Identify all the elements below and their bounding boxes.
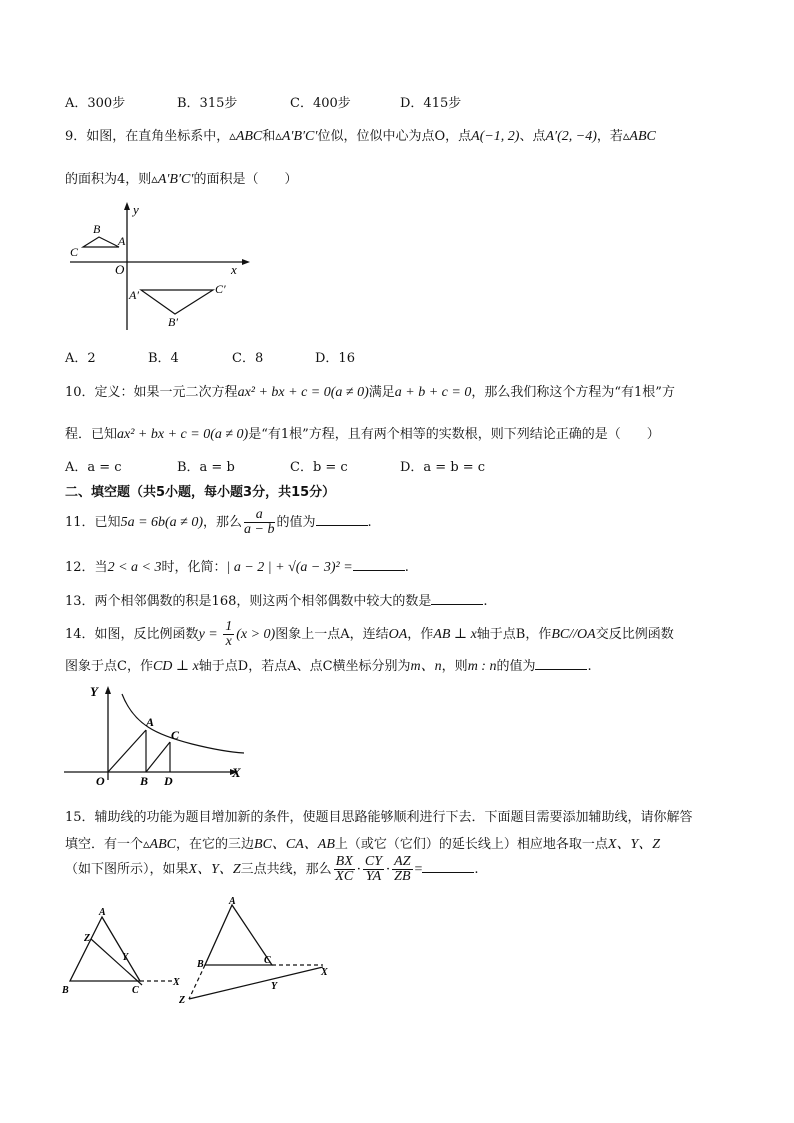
q10-text-b: 满足 [368, 385, 395, 400]
q14-func: y = [198, 627, 222, 642]
triangle-icon: ▵ [229, 129, 236, 144]
q10-line1 [65, 381, 675, 401]
label-x: X [321, 967, 328, 978]
q9-line2 [65, 168, 297, 188]
q15-sides: BC、CA、AB [254, 837, 335, 852]
q10-option-a: A．a = c [65, 460, 122, 475]
q10-text-d: 程．已知 [65, 427, 118, 442]
q13-text: 两个相邻偶数的积是168，则这两个相邻偶数中较大的数是 [94, 594, 432, 609]
q15-number: 15． [65, 810, 95, 825]
q10-option-d: D．a = b = c [400, 460, 486, 475]
label-a: A [99, 907, 106, 918]
q15-frac-2 [363, 855, 384, 884]
label-x: X [173, 977, 180, 988]
q12 [65, 556, 409, 576]
q10-line2 [65, 423, 660, 443]
label-b: B [140, 774, 149, 788]
q15-frac1-den: XC [335, 869, 354, 884]
segment-oa [108, 730, 146, 772]
q9-if: ，若 [596, 129, 623, 144]
q10-condition: a + b + c = 0 [394, 385, 472, 400]
q10-equation-2: ax² + bx + c = 0(a ≠ 0) [117, 427, 249, 442]
q9-and: 和 [262, 129, 276, 144]
label-b-prime: B′ [168, 315, 178, 329]
q12-text-b: 时，化简： [161, 560, 227, 575]
triangle-icon: ▵ [143, 837, 150, 852]
label-z: Z [179, 995, 186, 1006]
q14-text-f: 图象于点C，作 [65, 659, 153, 674]
q15-frac3-den: ZB [394, 869, 411, 884]
q8-option-b: B．315步 [177, 96, 238, 111]
label-o: O [96, 774, 105, 788]
q12-number: 12． [65, 560, 95, 575]
label-a-prime: A′ [129, 288, 139, 302]
q9-option-a: A．2 [65, 351, 96, 366]
q10-number: 10． [65, 385, 95, 400]
q14-figure [62, 680, 252, 790]
label-c: C [132, 985, 139, 996]
q14-oa: OA [388, 627, 408, 642]
q9-option-c: C．8 [232, 351, 264, 366]
q9-question: 的面积是（ ） [193, 172, 298, 187]
q9-option-b: B．4 [148, 351, 179, 366]
q15-abc: ABC [149, 837, 176, 852]
q12-answer-blank[interactable] [353, 560, 405, 571]
q15-text-2e: 上（或它（它们）的延长线上）相应地各取一点 [334, 837, 608, 852]
label-c: C [264, 955, 271, 966]
q14-fraction [223, 620, 234, 649]
label-b: B [93, 222, 101, 236]
triangle-icon: ▵ [151, 172, 158, 187]
q14-text-i: 的值为 [496, 659, 536, 674]
triangle-abc [83, 237, 119, 247]
q15-frac-1 [334, 855, 355, 884]
q9-point-a: A(−1, 2) [471, 129, 520, 144]
q14-text-c: ，作 [407, 627, 434, 642]
q15-figure-2 [175, 895, 335, 1010]
q14-text-b: 图象上一点A，连结 [275, 627, 389, 642]
q9-number: 9． [65, 129, 87, 144]
q10-equation: ax² + bx + c = 0(a ≠ 0) [237, 385, 369, 400]
q11 [65, 508, 372, 537]
q9-abc: ABC [235, 129, 263, 144]
q15-text-2a: 填空．有一个 [65, 837, 144, 852]
segment-bc [146, 742, 170, 772]
q13-number: 13． [65, 594, 95, 609]
q15-line2 [65, 833, 660, 853]
q15-answer-blank[interactable] [422, 862, 474, 873]
transversal [91, 939, 142, 985]
y-axis-arrow-icon [105, 686, 111, 694]
q14-answer-blank[interactable] [535, 659, 587, 670]
q15-end: . [474, 862, 479, 877]
q14-end: . [587, 659, 592, 674]
q11-text-b: ，那么 [203, 515, 243, 530]
q15-frac2-den: YA [365, 869, 382, 884]
q11-number: 11． [65, 515, 95, 530]
q9-sep: 、点 [519, 129, 546, 144]
q9-area-text: 的面积为4，则 [65, 172, 152, 187]
q9-abc-2: ABC [629, 129, 656, 144]
label-c-prime: C′ [215, 282, 226, 296]
label-b: B [62, 985, 69, 996]
label-a: A [118, 234, 126, 248]
y-label: y [133, 202, 139, 217]
x-label: X [232, 765, 241, 780]
q15-frac3-num: AZ [394, 854, 411, 869]
q9-figure [65, 200, 255, 335]
q13-end: . [483, 594, 488, 609]
q8-option-c: C．400步 [290, 96, 351, 111]
q14-frac-num: 1 [225, 619, 233, 634]
q14-line2 [65, 655, 592, 675]
q9-point-a-prime: A′(2, −4) [545, 129, 597, 144]
q11-frac-num: a [244, 508, 274, 523]
q14-number: 14． [65, 627, 95, 642]
q11-text-c: 的值为 [276, 515, 316, 530]
q12-end: . [404, 560, 409, 575]
q14-frac-den: x [225, 634, 232, 649]
origin-label: O [115, 262, 125, 277]
label-a: A [229, 896, 236, 907]
q14-line1 [65, 620, 674, 649]
q11-end: . [367, 515, 372, 530]
q15-text-3a: （如下图所示），如果 [65, 862, 189, 877]
triangle-icon: ▵ [622, 129, 630, 144]
q15-frac-3 [392, 855, 412, 884]
q14-perp-2: CD ⊥ x [152, 659, 199, 674]
q15-points-2: X、Y、Z [188, 862, 241, 877]
q13-answer-blank[interactable] [431, 594, 483, 605]
q14-parallel: BC//OA [551, 627, 596, 642]
q15-equals: = [414, 862, 423, 877]
q9-abc-prime-2: A′B′C′ [157, 172, 194, 187]
hyperbola-curve [122, 694, 244, 753]
label-c: C [70, 245, 79, 259]
q9-option-d: D．16 [315, 351, 355, 366]
q11-text-a: 已知 [94, 515, 121, 530]
y-label: Y [90, 684, 98, 699]
label-z: Z [84, 933, 91, 944]
q11-fraction [244, 508, 274, 537]
q13 [65, 590, 488, 609]
q12-expression: | a − 2 | + √(a − 3)² = [226, 560, 353, 575]
q10-option-c: C．b = c [290, 460, 348, 475]
q14-text-a: 如图，反比例函数 [94, 627, 199, 642]
label-a: A [146, 715, 155, 729]
label-b: B [197, 959, 204, 970]
q11-answer-blank[interactable] [316, 515, 368, 526]
q15-figure-1 [60, 905, 185, 1000]
q15-line3: （如下图所示），如果X、Y、Z三点共线，那么 $\frac{BX}{XC}$ · $\frac{CY}{YA}$ · $\frac{AZ}{ZB}$ = . [65, 854, 479, 884]
label-c: C [171, 728, 180, 742]
q8-option-a: A．300步 [65, 96, 126, 111]
q15-text-2c: ，在它的三边 [176, 837, 255, 852]
q14-ratio: m : n [467, 659, 497, 674]
q9-abc-prime: A′B′C′ [281, 129, 318, 144]
label-y: Y [122, 952, 129, 963]
q12-condition: 2 < a < 3 [107, 560, 162, 575]
q10-option-b: B．a = b [177, 460, 235, 475]
q15-line1 [65, 806, 693, 825]
x-label: x [231, 262, 237, 277]
q15-frac1-num: BX [335, 854, 353, 869]
q14-domain: (x > 0) [236, 627, 276, 642]
q14-text-h: ，则 [441, 659, 468, 674]
label-y: Y [271, 981, 278, 992]
q10-text-e: 是“有1根”方程，且有两个相等的实数根，则下列结论正确的是（ ） [248, 427, 660, 442]
q14-perp: AB ⊥ x [433, 627, 477, 642]
q8-option-d: D．415步 [400, 96, 462, 111]
q9-text: 如图，在直角坐标系中， [86, 129, 230, 144]
x-axis-arrow-icon [242, 259, 250, 265]
extension-ab [189, 965, 205, 999]
transversal [189, 967, 323, 999]
label-d: D [164, 774, 173, 788]
q15-text-3c: 三点共线，那么 [240, 862, 332, 877]
q11-equation: 5a = 6b(a ≠ 0) [120, 515, 204, 530]
q11-frac-den: a − b [244, 522, 275, 537]
q14-text-g: 轴于点D，若点A、点C横坐标分别为 [198, 659, 411, 674]
section-title: 二、填空题（共5小题，每小题3分，共15分） [65, 485, 336, 500]
q10-text-c: ，那么我们称这个方程为“有1根”方 [471, 385, 675, 400]
q14-mn: m、n [410, 659, 442, 674]
triangle-abc-prime [141, 290, 213, 314]
q12-text-a: 当 [94, 560, 108, 575]
y-axis-arrow-icon [124, 202, 130, 210]
q15-frac2-num: CY [364, 854, 383, 869]
q14-text-d: 轴于点B，作 [476, 627, 552, 642]
triangle-icon: ▵ [275, 129, 282, 144]
q14-text-e: 交反比例函数 [595, 627, 674, 642]
triangle-abc [205, 905, 272, 965]
q10-text-a: 定义：如果一元二次方程 [94, 385, 238, 400]
triangle-abc [70, 917, 140, 981]
q15-points: X、Y、Z [607, 837, 661, 852]
q15-text-1: 辅助线的功能为题目增加新的条件，使题目思路能够顺利进行下去．下面题目需要添加辅助线，请你解答 [94, 810, 693, 825]
q9-center: 位似，位似中心为点O，点 [317, 129, 472, 144]
q9-line1 [65, 125, 656, 145]
